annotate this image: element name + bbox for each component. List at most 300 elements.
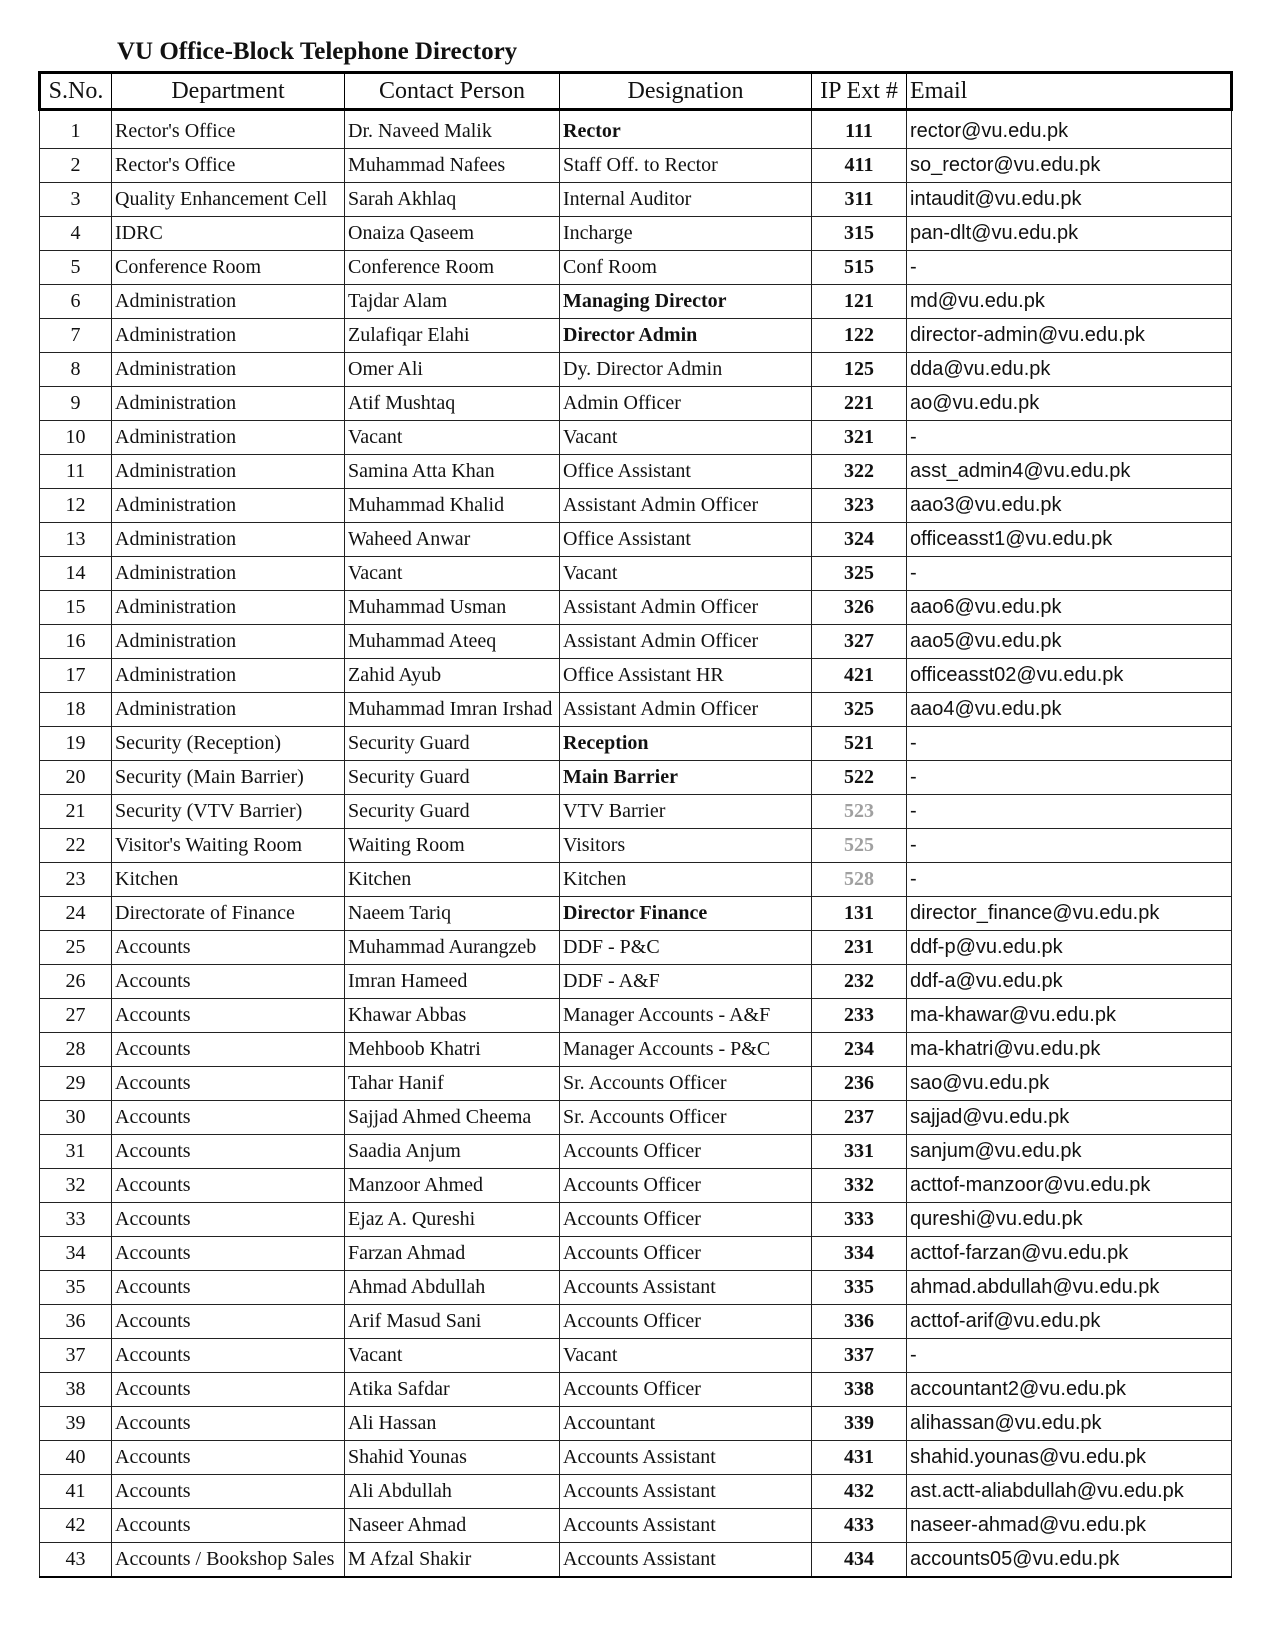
table-row: [40, 183, 1232, 217]
email-cell: -: [907, 761, 1232, 795]
department-cell: Accounts: [112, 1101, 345, 1135]
table-row: [40, 591, 1232, 625]
department-cell: Accounts: [112, 1305, 345, 1339]
department-cell: Rector's Office: [112, 149, 345, 183]
department-cell: Visitor's Waiting Room: [112, 829, 345, 863]
table-row: [40, 1407, 1232, 1441]
department-cell: Accounts: [112, 1509, 345, 1543]
designation-cell: Sr. Accounts Officer: [560, 1101, 812, 1135]
column-header-sno: S.No.: [40, 73, 112, 110]
contact-person-cell: Atif Mushtaq: [345, 387, 560, 421]
designation-cell: Assistant Admin Officer: [560, 693, 812, 727]
sno-cell: 43: [40, 1543, 112, 1578]
email-cell: aao4@vu.edu.pk: [907, 693, 1232, 727]
table-row: [40, 421, 1232, 455]
sno-cell: 14: [40, 557, 112, 591]
department-cell: Accounts: [112, 1373, 345, 1407]
designation-cell: Accounts Officer: [560, 1203, 812, 1237]
ip-ext-cell: 231: [812, 931, 907, 965]
sno-cell: 6: [40, 285, 112, 319]
contact-person-cell: Khawar Abbas: [345, 999, 560, 1033]
ip-ext-cell: 327: [812, 625, 907, 659]
email-cell: ast.actt-aliabdullah@vu.edu.pk: [907, 1475, 1232, 1509]
ip-ext-cell: 337: [812, 1339, 907, 1373]
email-cell: acttof-arif@vu.edu.pk: [907, 1305, 1232, 1339]
contact-person-cell: Tajdar Alam: [345, 285, 560, 319]
column-header-contact-person: Contact Person: [345, 73, 560, 110]
contact-person-cell: Muhammad Khalid: [345, 489, 560, 523]
department-cell: Administration: [112, 591, 345, 625]
sno-cell: 10: [40, 421, 112, 455]
email-cell: aao3@vu.edu.pk: [907, 489, 1232, 523]
contact-person-cell: Muhammad Ateeq: [345, 625, 560, 659]
table-row: [40, 557, 1232, 591]
sno-cell: 35: [40, 1271, 112, 1305]
table-row: [40, 625, 1232, 659]
email-cell: asst_admin4@vu.edu.pk: [907, 455, 1232, 489]
sno-cell: 33: [40, 1203, 112, 1237]
department-cell: Accounts: [112, 1441, 345, 1475]
email-cell: ma-khawar@vu.edu.pk: [907, 999, 1232, 1033]
designation-cell: DDF - A&F: [560, 965, 812, 999]
email-cell: -: [907, 863, 1232, 897]
ip-ext-cell: 411: [812, 149, 907, 183]
table-row: [40, 149, 1232, 183]
email-cell: alihassan@vu.edu.pk: [907, 1407, 1232, 1441]
ip-ext-cell: 311: [812, 183, 907, 217]
sno-cell: 42: [40, 1509, 112, 1543]
ip-ext-cell: 336: [812, 1305, 907, 1339]
ip-ext-cell: 111: [812, 110, 907, 149]
department-cell: Accounts: [112, 999, 345, 1033]
ip-ext-cell: 339: [812, 1407, 907, 1441]
ip-ext-cell: 121: [812, 285, 907, 319]
ip-ext-cell: 237: [812, 1101, 907, 1135]
ip-ext-cell: 323: [812, 489, 907, 523]
sno-cell: 41: [40, 1475, 112, 1509]
ip-ext-cell: 523: [812, 795, 907, 829]
table-row: [40, 110, 1232, 149]
contact-person-cell: Tahar Hanif: [345, 1067, 560, 1101]
department-cell: Administration: [112, 319, 345, 353]
contact-person-cell: Security Guard: [345, 795, 560, 829]
email-cell: sanjum@vu.edu.pk: [907, 1135, 1232, 1169]
designation-cell: Staff Off. to Rector: [560, 149, 812, 183]
sno-cell: 39: [40, 1407, 112, 1441]
sno-cell: 40: [40, 1441, 112, 1475]
sno-cell: 24: [40, 897, 112, 931]
sno-cell: 12: [40, 489, 112, 523]
department-cell: Security (Main Barrier): [112, 761, 345, 795]
table-row: [40, 659, 1232, 693]
table-row: [40, 353, 1232, 387]
designation-cell: Accounts Assistant: [560, 1441, 812, 1475]
designation-cell: Conf Room: [560, 251, 812, 285]
email-cell: accounts05@vu.edu.pk: [907, 1543, 1232, 1578]
ip-ext-cell: 321: [812, 421, 907, 455]
email-cell: rector@vu.edu.pk: [907, 110, 1232, 149]
designation-cell: Rector: [560, 110, 812, 149]
department-cell: Administration: [112, 353, 345, 387]
table-row: [40, 897, 1232, 931]
ip-ext-cell: 521: [812, 727, 907, 761]
department-cell: Administration: [112, 693, 345, 727]
department-cell: Kitchen: [112, 863, 345, 897]
contact-person-cell: Zahid Ayub: [345, 659, 560, 693]
telephone-directory-table: [38, 71, 1233, 1578]
department-cell: Quality Enhancement Cell: [112, 183, 345, 217]
table-row: [40, 523, 1232, 557]
department-cell: Accounts: [112, 931, 345, 965]
email-cell: officeasst1@vu.edu.pk: [907, 523, 1232, 557]
contact-person-cell: Muhammad Aurangzeb: [345, 931, 560, 965]
contact-person-cell: Omer Ali: [345, 353, 560, 387]
sno-cell: 19: [40, 727, 112, 761]
table-row: [40, 999, 1232, 1033]
sno-cell: 38: [40, 1373, 112, 1407]
ip-ext-cell: 515: [812, 251, 907, 285]
contact-person-cell: Waiting Room: [345, 829, 560, 863]
contact-person-cell: M Afzal Shakir: [345, 1543, 560, 1578]
ip-ext-cell: 315: [812, 217, 907, 251]
sno-cell: 5: [40, 251, 112, 285]
sno-cell: 15: [40, 591, 112, 625]
table-row: [40, 795, 1232, 829]
department-cell: Accounts: [112, 1135, 345, 1169]
sno-cell: 11: [40, 455, 112, 489]
contact-person-cell: Ali Abdullah: [345, 1475, 560, 1509]
contact-person-cell: Samina Atta Khan: [345, 455, 560, 489]
department-cell: Administration: [112, 455, 345, 489]
table-row: [40, 1543, 1232, 1578]
sno-cell: 28: [40, 1033, 112, 1067]
department-cell: Security (VTV Barrier): [112, 795, 345, 829]
designation-cell: Vacant: [560, 421, 812, 455]
sno-cell: 9: [40, 387, 112, 421]
email-cell: -: [907, 829, 1232, 863]
contact-person-cell: Security Guard: [345, 761, 560, 795]
department-cell: Accounts: [112, 1033, 345, 1067]
ip-ext-cell: 221: [812, 387, 907, 421]
ip-ext-cell: 325: [812, 693, 907, 727]
table-row: [40, 931, 1232, 965]
department-cell: Accounts: [112, 1339, 345, 1373]
designation-cell: Assistant Admin Officer: [560, 591, 812, 625]
email-cell: director_finance@vu.edu.pk: [907, 897, 1232, 931]
designation-cell: Manager Accounts - A&F: [560, 999, 812, 1033]
ip-ext-cell: 421: [812, 659, 907, 693]
ip-ext-cell: 333: [812, 1203, 907, 1237]
department-cell: Directorate of Finance: [112, 897, 345, 931]
contact-person-cell: Kitchen: [345, 863, 560, 897]
email-cell: officeasst02@vu.edu.pk: [907, 659, 1232, 693]
contact-person-cell: Manzoor Ahmed: [345, 1169, 560, 1203]
email-cell: -: [907, 251, 1232, 285]
ip-ext-cell: 332: [812, 1169, 907, 1203]
email-cell: sajjad@vu.edu.pk: [907, 1101, 1232, 1135]
department-cell: Accounts: [112, 965, 345, 999]
department-cell: Accounts: [112, 1067, 345, 1101]
email-cell: ma-khatri@vu.edu.pk: [907, 1033, 1232, 1067]
contact-person-cell: Onaiza Qaseem: [345, 217, 560, 251]
page-title: VU Office-Block Telephone Directory: [117, 38, 518, 65]
department-cell: Administration: [112, 489, 345, 523]
contact-person-cell: Muhammad Imran Irshad: [345, 693, 560, 727]
table-row: [40, 965, 1232, 999]
designation-cell: Manager Accounts - P&C: [560, 1033, 812, 1067]
designation-cell: Accounts Officer: [560, 1305, 812, 1339]
designation-cell: Internal Auditor: [560, 183, 812, 217]
designation-cell: Dy. Director Admin: [560, 353, 812, 387]
designation-cell: Managing Director: [560, 285, 812, 319]
ip-ext-cell: 234: [812, 1033, 907, 1067]
email-cell: -: [907, 1339, 1232, 1373]
ip-ext-cell: 334: [812, 1237, 907, 1271]
contact-person-cell: Dr. Naveed Malik: [345, 110, 560, 149]
contact-person-cell: Atika Safdar: [345, 1373, 560, 1407]
ip-ext-cell: 122: [812, 319, 907, 353]
designation-cell: Accounts Assistant: [560, 1509, 812, 1543]
sno-cell: 21: [40, 795, 112, 829]
contact-person-cell: Muhammad Usman: [345, 591, 560, 625]
sno-cell: 34: [40, 1237, 112, 1271]
table-row: [40, 1203, 1232, 1237]
sno-cell: 36: [40, 1305, 112, 1339]
sno-cell: 23: [40, 863, 112, 897]
email-cell: intaudit@vu.edu.pk: [907, 183, 1232, 217]
email-cell: -: [907, 557, 1232, 591]
ip-ext-cell: 525: [812, 829, 907, 863]
contact-person-cell: Ahmad Abdullah: [345, 1271, 560, 1305]
email-cell: -: [907, 795, 1232, 829]
table-row: [40, 1509, 1232, 1543]
email-cell: director-admin@vu.edu.pk: [907, 319, 1232, 353]
contact-person-cell: Imran Hameed: [345, 965, 560, 999]
sno-cell: 2: [40, 149, 112, 183]
sno-cell: 4: [40, 217, 112, 251]
ip-ext-cell: 131: [812, 897, 907, 931]
designation-cell: Vacant: [560, 1339, 812, 1373]
ip-ext-cell: 324: [812, 523, 907, 557]
sno-cell: 18: [40, 693, 112, 727]
contact-person-cell: Vacant: [345, 1339, 560, 1373]
email-cell: aao5@vu.edu.pk: [907, 625, 1232, 659]
sno-cell: 13: [40, 523, 112, 557]
ip-ext-cell: 431: [812, 1441, 907, 1475]
designation-cell: Visitors: [560, 829, 812, 863]
sno-cell: 20: [40, 761, 112, 795]
sno-cell: 37: [40, 1339, 112, 1373]
table-row: [40, 1305, 1232, 1339]
sno-cell: 26: [40, 965, 112, 999]
department-cell: Accounts: [112, 1237, 345, 1271]
table-row: [40, 1271, 1232, 1305]
table-row: [40, 761, 1232, 795]
table-row: [40, 1441, 1232, 1475]
contact-person-cell: Waheed Anwar: [345, 523, 560, 557]
table-row: [40, 1135, 1232, 1169]
table-row: [40, 1373, 1232, 1407]
department-cell: IDRC: [112, 217, 345, 251]
ip-ext-cell: 528: [812, 863, 907, 897]
ip-ext-cell: 434: [812, 1543, 907, 1578]
designation-cell: Assistant Admin Officer: [560, 625, 812, 659]
sno-cell: 1: [40, 110, 112, 149]
ip-ext-cell: 236: [812, 1067, 907, 1101]
table-row: [40, 1169, 1232, 1203]
email-cell: aao6@vu.edu.pk: [907, 591, 1232, 625]
email-cell: ddf-p@vu.edu.pk: [907, 931, 1232, 965]
email-cell: -: [907, 727, 1232, 761]
column-header-department: Department: [112, 73, 345, 110]
column-header-email: Email: [907, 73, 1232, 110]
designation-cell: Accounts Officer: [560, 1169, 812, 1203]
designation-cell: VTV Barrier: [560, 795, 812, 829]
designation-cell: Accounts Officer: [560, 1237, 812, 1271]
department-cell: Rector's Office: [112, 110, 345, 149]
department-cell: Administration: [112, 421, 345, 455]
department-cell: Accounts: [112, 1271, 345, 1305]
table-body: [40, 110, 1232, 1578]
email-cell: ddf-a@vu.edu.pk: [907, 965, 1232, 999]
designation-cell: DDF - P&C: [560, 931, 812, 965]
designation-cell: Accountant: [560, 1407, 812, 1441]
department-cell: Accounts: [112, 1407, 345, 1441]
contact-person-cell: Muhammad Nafees: [345, 149, 560, 183]
contact-person-cell: Naseer Ahmad: [345, 1509, 560, 1543]
sno-cell: 32: [40, 1169, 112, 1203]
designation-cell: Sr. Accounts Officer: [560, 1067, 812, 1101]
table-row: [40, 217, 1232, 251]
email-cell: pan-dlt@vu.edu.pk: [907, 217, 1232, 251]
designation-cell: Vacant: [560, 557, 812, 591]
contact-person-cell: Saadia Anjum: [345, 1135, 560, 1169]
department-cell: Security (Reception): [112, 727, 345, 761]
designation-cell: Kitchen: [560, 863, 812, 897]
email-cell: acttof-farzan@vu.edu.pk: [907, 1237, 1232, 1271]
designation-cell: Accounts Assistant: [560, 1271, 812, 1305]
department-cell: Accounts / Bookshop Sales: [112, 1543, 345, 1578]
contact-person-cell: Ejaz A. Qureshi: [345, 1203, 560, 1237]
designation-cell: Admin Officer: [560, 387, 812, 421]
designation-cell: Director Finance: [560, 897, 812, 931]
department-cell: Conference Room: [112, 251, 345, 285]
ip-ext-cell: 232: [812, 965, 907, 999]
email-cell: ahmad.abdullah@vu.edu.pk: [907, 1271, 1232, 1305]
department-cell: Accounts: [112, 1169, 345, 1203]
contact-person-cell: Arif Masud Sani: [345, 1305, 560, 1339]
sno-cell: 3: [40, 183, 112, 217]
email-cell: sao@vu.edu.pk: [907, 1067, 1232, 1101]
email-cell: so_rector@vu.edu.pk: [907, 149, 1232, 183]
table-row: [40, 1237, 1232, 1271]
contact-person-cell: Sarah Akhlaq: [345, 183, 560, 217]
table-row: [40, 1033, 1232, 1067]
contact-person-cell: Conference Room: [345, 251, 560, 285]
designation-cell: Accounts Assistant: [560, 1543, 812, 1578]
designation-cell: Incharge: [560, 217, 812, 251]
sno-cell: 8: [40, 353, 112, 387]
contact-person-cell: Sajjad Ahmed Cheema: [345, 1101, 560, 1135]
sno-cell: 31: [40, 1135, 112, 1169]
column-header-designation: Designation: [560, 73, 812, 110]
email-cell: ao@vu.edu.pk: [907, 387, 1232, 421]
department-cell: Administration: [112, 557, 345, 591]
email-cell: dda@vu.edu.pk: [907, 353, 1232, 387]
email-cell: shahid.younas@vu.edu.pk: [907, 1441, 1232, 1475]
table-row: [40, 1475, 1232, 1509]
department-cell: Administration: [112, 625, 345, 659]
ip-ext-cell: 322: [812, 455, 907, 489]
contact-person-cell: Zulafiqar Elahi: [345, 319, 560, 353]
department-cell: Accounts: [112, 1203, 345, 1237]
contact-person-cell: Farzan Ahmad: [345, 1237, 560, 1271]
table-row: [40, 489, 1232, 523]
email-cell: naseer-ahmad@vu.edu.pk: [907, 1509, 1232, 1543]
ip-ext-cell: 331: [812, 1135, 907, 1169]
contact-person-cell: Ali Hassan: [345, 1407, 560, 1441]
contact-person-cell: Shahid Younas: [345, 1441, 560, 1475]
designation-cell: Office Assistant: [560, 455, 812, 489]
email-cell: qureshi@vu.edu.pk: [907, 1203, 1232, 1237]
designation-cell: Accounts Officer: [560, 1135, 812, 1169]
table-row: [40, 693, 1232, 727]
ip-ext-cell: 433: [812, 1509, 907, 1543]
table-row: [40, 319, 1232, 353]
sno-cell: 7: [40, 319, 112, 353]
department-cell: Administration: [112, 285, 345, 319]
table-row: [40, 1101, 1232, 1135]
ip-ext-cell: 338: [812, 1373, 907, 1407]
department-cell: Accounts: [112, 1475, 345, 1509]
ip-ext-cell: 432: [812, 1475, 907, 1509]
table-row: [40, 1339, 1232, 1373]
contact-person-cell: Security Guard: [345, 727, 560, 761]
email-cell: acttof-manzoor@vu.edu.pk: [907, 1169, 1232, 1203]
contact-person-cell: Vacant: [345, 557, 560, 591]
table-row: [40, 251, 1232, 285]
ip-ext-cell: 125: [812, 353, 907, 387]
table-row: [40, 727, 1232, 761]
contact-person-cell: Naeem Tariq: [345, 897, 560, 931]
sno-cell: 29: [40, 1067, 112, 1101]
email-cell: md@vu.edu.pk: [907, 285, 1232, 319]
designation-cell: Reception: [560, 727, 812, 761]
designation-cell: Accounts Assistant: [560, 1475, 812, 1509]
table-row: [40, 1067, 1232, 1101]
table-row: [40, 455, 1232, 489]
designation-cell: Accounts Officer: [560, 1373, 812, 1407]
designation-cell: Main Barrier: [560, 761, 812, 795]
sno-cell: 17: [40, 659, 112, 693]
department-cell: Administration: [112, 659, 345, 693]
table-row: [40, 285, 1232, 319]
sno-cell: 16: [40, 625, 112, 659]
column-header-ip-ext: IP Ext #: [812, 73, 907, 110]
table-header-row: [40, 73, 1232, 110]
department-cell: Administration: [112, 387, 345, 421]
ip-ext-cell: 233: [812, 999, 907, 1033]
contact-person-cell: Vacant: [345, 421, 560, 455]
department-cell: Administration: [112, 523, 345, 557]
ip-ext-cell: 326: [812, 591, 907, 625]
email-cell: -: [907, 421, 1232, 455]
ip-ext-cell: 335: [812, 1271, 907, 1305]
designation-cell: Office Assistant: [560, 523, 812, 557]
table-row: [40, 863, 1232, 897]
sno-cell: 22: [40, 829, 112, 863]
designation-cell: Assistant Admin Officer: [560, 489, 812, 523]
